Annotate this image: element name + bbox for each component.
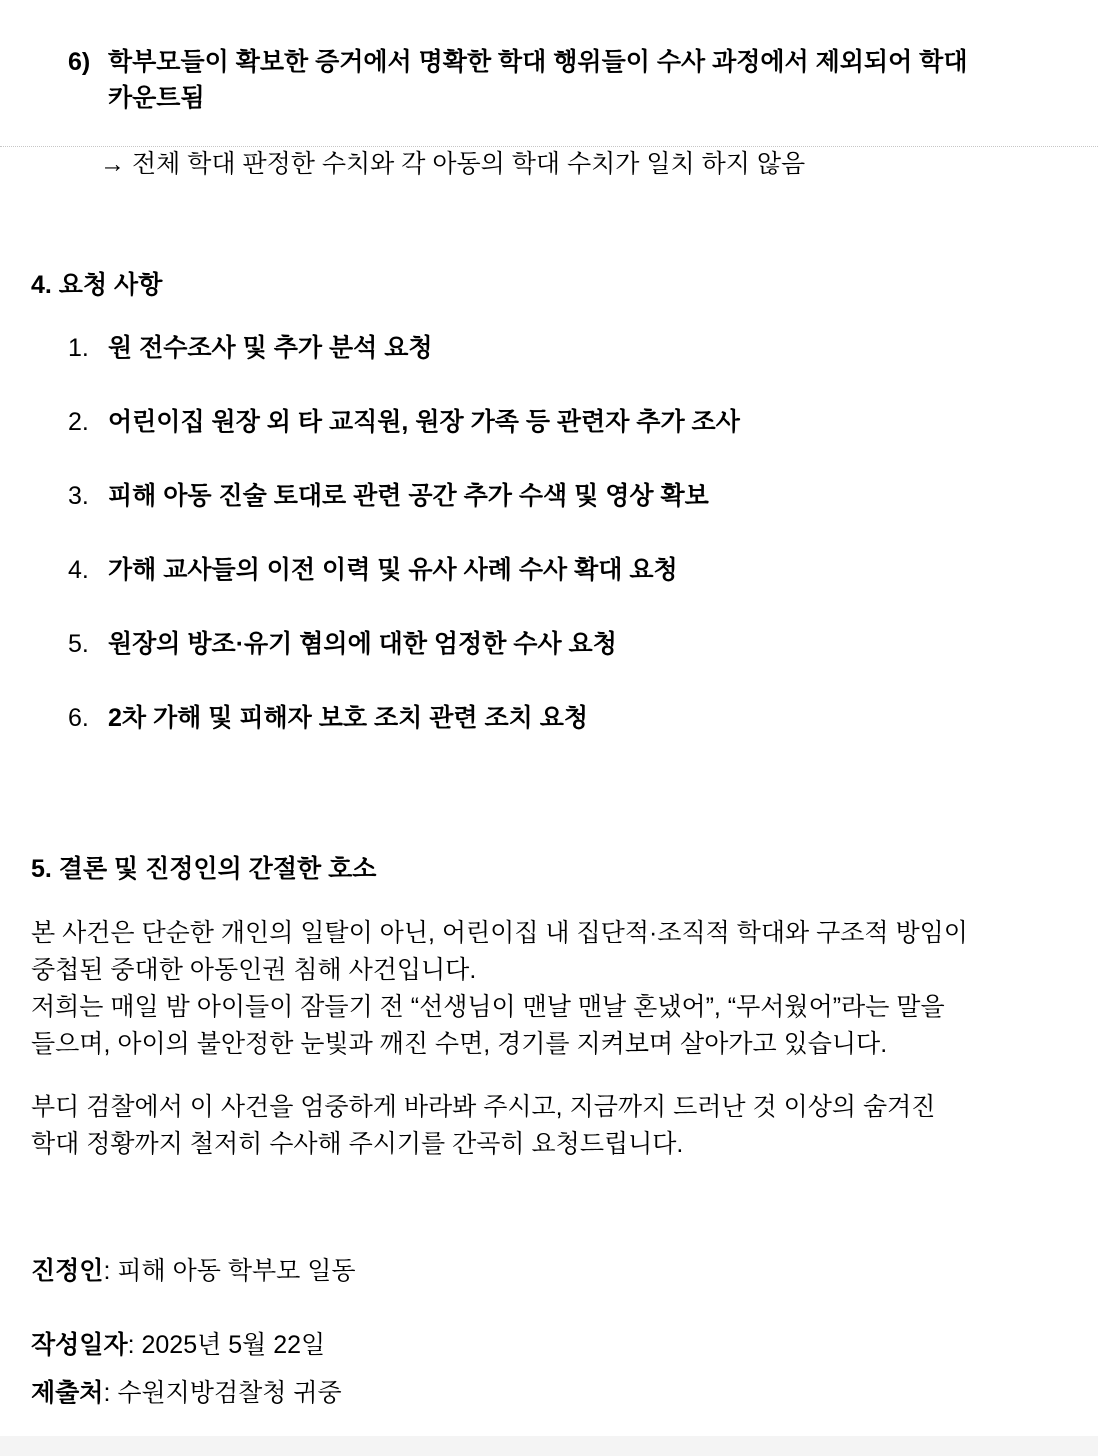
paragraph-line: 학대 정황까지 철저히 수사해 주시기를 간곡히 요청드립니다.: [31, 1130, 684, 1158]
request-item: [68, 330, 740, 404]
list-item-number: 6): [68, 48, 91, 76]
recipient-line: [31, 1375, 342, 1411]
request-text: 가해 교사들의 이전 이력 및 유사 사례 수사 확대 요청: [108, 556, 678, 584]
paragraph-line: 들으며, 아이의 불안정한 눈빛과 깨진 수면, 경기를 지켜보며 살아가고 있습니다.: [31, 1030, 888, 1058]
petitioner-label: 진정인: [31, 1257, 104, 1285]
request-text: 2차 가해 및 피해자 보호 조치 관련 조치 요청: [108, 704, 589, 732]
section-4-heading: 4. 요청 사항: [31, 271, 163, 299]
conclusion-paragraph-1: [31, 915, 1031, 1063]
date-line: [31, 1327, 325, 1363]
request-item: [68, 626, 740, 700]
paragraph-line: 중첩된 중대한 아동인권 침해 사건입니다.: [31, 956, 477, 984]
list-item-6: [68, 44, 1028, 116]
section-5-heading: 5. 결론 및 진정인의 간절한 호소: [31, 855, 377, 883]
list-item-line-1: 학부모들이 확보한 증거에서 명확한 학대 행위들이 수사 과정에서 제외되어 학대: [108, 48, 968, 76]
request-text: 피해 아동 진술 토대로 관련 공간 추가 수색 및 영상 확보: [108, 482, 709, 510]
list-item-line-2: 카운트됨: [108, 84, 205, 112]
request-list: [68, 330, 740, 774]
request-number: 6.: [68, 704, 89, 732]
request-text: 원 전수조사 및 추가 분석 요청: [108, 334, 433, 362]
petitioner-value: : 피해 아동 학부모 일동: [103, 1257, 356, 1285]
date-value: : 2025년 5월 22일: [127, 1331, 326, 1359]
request-number: 3.: [68, 482, 89, 510]
paragraph-line: 본 사건은 단순한 개인의 일탈이 아닌, 어린이집 내 집단적·조직적 학대와 구조적 방임이: [31, 919, 968, 947]
request-number: 4.: [68, 556, 89, 584]
request-item: [68, 552, 740, 626]
date-label: 작성일자: [31, 1331, 128, 1359]
list-item-text: [108, 44, 1028, 116]
paragraph-line: 저희는 매일 밤 아이들이 잠들기 전 “선생님이 맨날 맨날 혼냈어”, “무서웠어”라는 말을: [31, 993, 945, 1021]
arrow-note: → 전체 학대 판정한 수치와 각 아동의 학대 수치가 일치 하지 않음: [100, 150, 806, 178]
paragraph-line: 부디 검찰에서 이 사건을 엄중하게 바라봐 주시고, 지금까지 드러난 것 이상의 숨겨진: [31, 1093, 936, 1121]
petitioner-line: [31, 1253, 356, 1289]
recipient-value: : 수원지방검찰청 귀중: [103, 1379, 342, 1407]
page-bottom-edge: [0, 1436, 1098, 1456]
request-item: [68, 478, 740, 552]
request-item: [68, 404, 740, 478]
request-item: [68, 700, 740, 774]
request-number: 2.: [68, 408, 89, 436]
recipient-label: 제출처: [31, 1379, 104, 1407]
request-text: 원장의 방조·유기 혐의에 대한 엄정한 수사 요청: [108, 630, 617, 658]
conclusion-paragraph-2: [31, 1089, 1031, 1163]
request-text: 어린이집 원장 외 타 교직원, 원장 가족 등 관련자 추가 조사: [108, 408, 740, 436]
request-number: 1.: [68, 334, 89, 362]
request-number: 5.: [68, 630, 89, 658]
